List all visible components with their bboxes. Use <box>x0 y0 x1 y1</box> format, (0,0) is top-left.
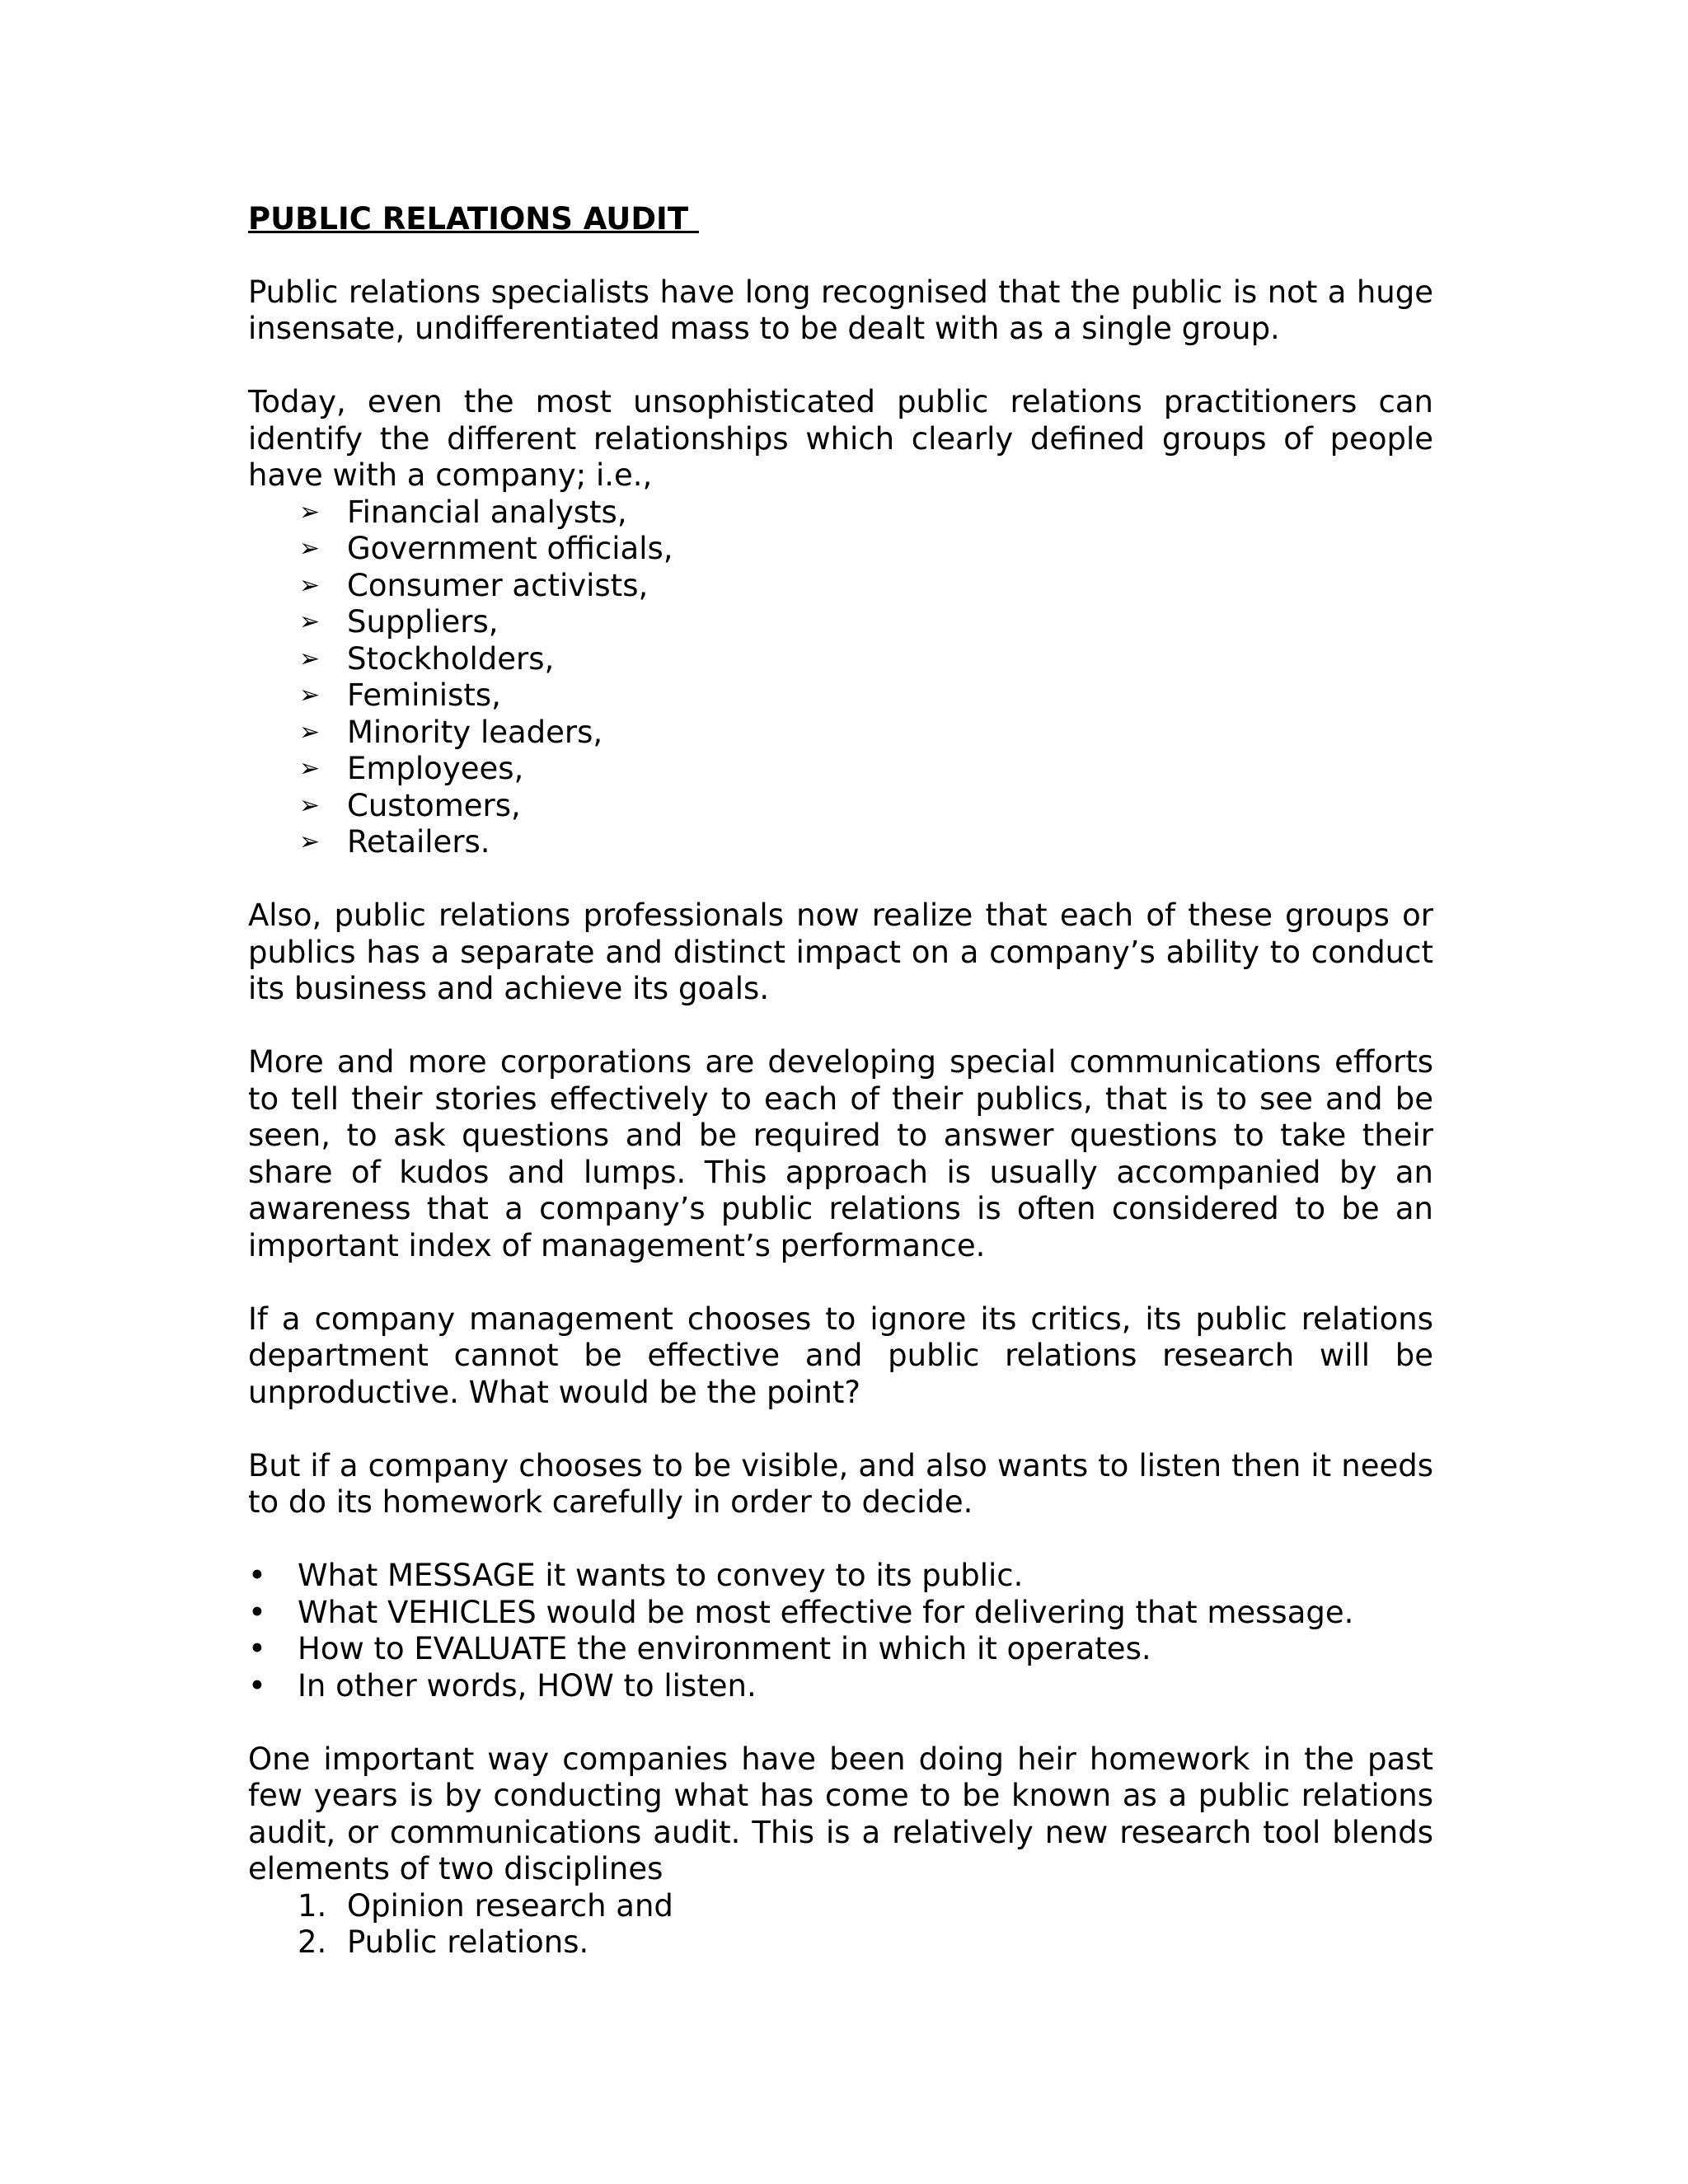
arrow-bullet-icon: ➢ <box>299 644 321 673</box>
list-item-text: How to EVALUATE the environment in which it operates. <box>298 1631 1151 1666</box>
decisions-list <box>248 1558 1433 1704</box>
document-page <box>248 201 1433 1998</box>
paragraph-audit: One important way companies have been doing heir homework in the past few years is by conducting what has come to be known as a public relations audit, or communications audit. This is a relatively new research tool blends elements of two disciplines <box>248 1741 1433 1886</box>
bullet-icon: • <box>248 1667 266 1704</box>
paragraph-groups-intro: Today, even the most unsophisticated public relations practitioners can identify the different relationships which clearly defined groups of people have with a company; i.e., <box>248 384 1433 493</box>
bullet-icon: • <box>248 1631 266 1666</box>
list-item <box>248 1631 1433 1668</box>
list-item <box>248 1595 1433 1632</box>
list-item-text: What VEHICLES would be most effective for delivering that message. <box>298 1594 1354 1630</box>
list-item-text: Minority leaders, <box>347 714 603 750</box>
list-item <box>248 1924 1433 1961</box>
list-item-text: Government officials, <box>347 531 673 566</box>
arrow-bullet-icon: ➢ <box>299 790 321 820</box>
list-item <box>248 531 1433 568</box>
list-item-text: Consumer activists, <box>347 567 649 603</box>
list-item <box>248 1558 1433 1595</box>
arrow-bullet-icon: ➢ <box>299 534 321 563</box>
paragraph-communications: More and more corporations are developing special communications efforts to tell their stories effectively to each of their publics, that is to see and be seen, to ask questions and be required to answer questions to take their share of kudos and lumps. This approach is usually accompanied by an awareness that a company’s public relations is often considered to be an important index of management’s performance. <box>248 1044 1433 1263</box>
list-number: 1. <box>298 1887 327 1924</box>
list-item <box>248 751 1433 788</box>
list-item <box>248 788 1433 825</box>
list-number: 2. <box>298 1924 327 1960</box>
paragraph-critics: If a company management chooses to ignore its critics, its public relations department cannot be effective and public relations research will be unproductive. What would be the point? <box>248 1301 1433 1410</box>
list-item <box>248 494 1433 532</box>
list-item <box>248 641 1433 678</box>
arrow-bullet-icon: ➢ <box>299 681 321 710</box>
bullet-icon: • <box>248 1594 266 1630</box>
arrow-bullet-icon: ➢ <box>299 827 321 856</box>
list-item <box>248 824 1433 861</box>
arrow-bullet-icon: ➢ <box>299 570 321 600</box>
list-item-text: Feminists, <box>347 677 501 713</box>
list-item-text: Suppliers, <box>347 604 499 640</box>
list-item <box>248 715 1433 752</box>
arrow-bullet-icon: ➢ <box>299 497 321 527</box>
bullet-icon: • <box>248 1558 266 1593</box>
arrow-bullet-icon: ➢ <box>299 717 321 747</box>
list-item-text: In other words, HOW to listen. <box>298 1667 757 1704</box>
list-item <box>248 604 1433 641</box>
list-item-text: Stockholders, <box>347 640 555 677</box>
list-item <box>248 677 1433 715</box>
list-item-text: Financial analysts, <box>347 494 627 530</box>
paragraph-impact: Also, public relations professionals now realize that each of these groups or publics has a separate and distinct impact on a company’s ability to conduct its business and achieve its goals. <box>248 898 1433 1006</box>
list-item-text: What MESSAGE it wants to convey to its public. <box>298 1558 1024 1593</box>
list-item <box>248 1888 1433 1925</box>
list-item-text: Opinion research and <box>347 1887 673 1924</box>
disciplines-list <box>248 1888 1433 1961</box>
document-title: PUBLIC RELATIONS AUDIT <box>248 201 699 237</box>
list-item <box>248 568 1433 605</box>
list-item-text: Employees, <box>347 751 524 786</box>
arrow-bullet-icon: ➢ <box>299 754 321 783</box>
list-item-text: Customers, <box>347 787 521 823</box>
paragraph-intro: Public relations specialists have long recognised that the public is not a huge insensate, undifferentiated mass to be dealt with as a single group. <box>248 274 1433 346</box>
paragraph-homework: But if a company chooses to be visible, and also wants to listen then it needs to do its homework carefully in order to decide. <box>248 1447 1433 1520</box>
list-item <box>248 1668 1433 1705</box>
arrow-bullet-icon: ➢ <box>299 607 321 636</box>
list-item-text: Retailers. <box>347 824 490 860</box>
list-item-text: Public relations. <box>347 1924 589 1960</box>
groups-list <box>248 494 1433 861</box>
